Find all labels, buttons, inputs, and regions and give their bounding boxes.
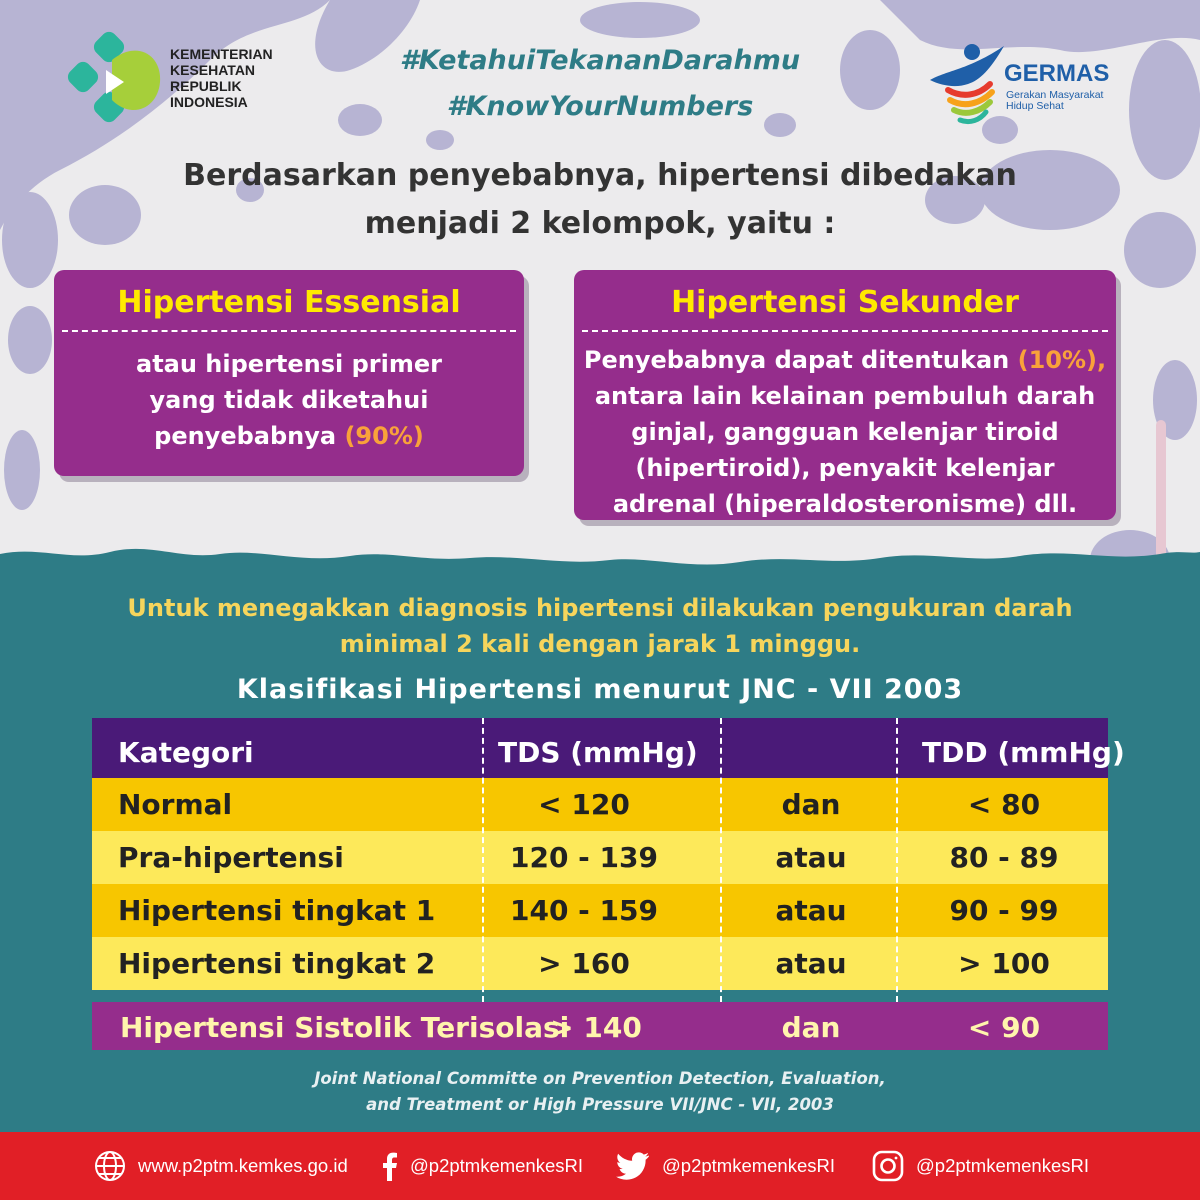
kemenkes-line-2: KESEHATAN xyxy=(170,62,256,78)
table-row xyxy=(92,1002,1108,1050)
cell-tdd: < 90 xyxy=(967,1011,1041,1044)
percentage-highlight: (10%), xyxy=(1017,346,1107,374)
cell-kategori: Hipertensi Sistolik Terisolasi xyxy=(120,1011,570,1044)
card-title: Hipertensi Essensial xyxy=(117,285,461,320)
table-row xyxy=(92,778,1108,831)
cell-kategori: Pra-hipertensi xyxy=(118,841,344,874)
footer-website-link[interactable] xyxy=(94,1132,348,1200)
cell-connector: dan xyxy=(781,1011,841,1044)
cell-kategori: Normal xyxy=(118,788,233,821)
cell-tds: 140 - 159 xyxy=(509,894,658,927)
classification-table xyxy=(92,718,1125,1050)
card-hipertensi-sekunder xyxy=(574,270,1116,520)
cell-tds: 120 - 139 xyxy=(509,841,658,874)
diagnosis-line-1: Untuk menegakkan diagnosis hipertensi dilakukan pengukuran darah xyxy=(127,594,1073,622)
kemenkes-line-1: KEMENTERIAN xyxy=(170,46,273,62)
kemenkes-line-4: INDONESIA xyxy=(170,94,248,110)
intro-line-1: Berdasarkan penyebabnya, hipertensi dibedakan xyxy=(183,158,1017,193)
instagram-icon xyxy=(872,1150,904,1182)
germas-name: GERMAS xyxy=(1004,60,1110,87)
column-divider xyxy=(720,718,722,1002)
card-body-line xyxy=(574,342,1116,378)
percentage-highlight: (90%) xyxy=(344,422,424,450)
column-divider xyxy=(896,718,898,1002)
facebook-handle: @p2ptmkemenkesRI xyxy=(410,1155,584,1176)
germas-subtitle xyxy=(1006,90,1103,112)
kemenkes-emblem-icon xyxy=(66,30,166,130)
intro-text xyxy=(150,152,1050,248)
globe-icon xyxy=(94,1150,126,1182)
cell-tdd: > 100 xyxy=(958,947,1050,980)
cell-tds: > 140 xyxy=(550,1011,642,1044)
card-body-line: ginjal, gangguan kelenjar tiroid xyxy=(631,418,1059,446)
card-body-line: antara lain kelainan pembuluh darah xyxy=(594,382,1096,410)
card-body-text: penyebabnya xyxy=(154,422,337,450)
header-tds: TDS (mmHg) xyxy=(498,736,698,769)
card-body-text: Penyebabnya dapat ditentukan xyxy=(583,346,1010,374)
table-header-row xyxy=(92,718,1125,778)
hashtag-ketahui: #KetahuiTekananDarahmu xyxy=(399,45,801,76)
cell-connector: atau xyxy=(775,841,847,874)
cell-tdd: 80 - 89 xyxy=(949,841,1059,874)
table-row xyxy=(92,937,1108,990)
card-title: Hipertensi Sekunder xyxy=(671,285,1019,320)
source-line-2: and Treatment or High Pressure VII/JNC - VII, 2003 xyxy=(366,1095,834,1114)
hashtag-knowyournumbers: #KnowYourNumbers xyxy=(446,91,754,122)
card-body xyxy=(54,332,524,454)
website-text: www.p2ptm.kemkes.go.id xyxy=(138,1155,348,1176)
cell-kategori: Hipertensi tingkat 1 xyxy=(118,894,436,927)
card-hipertensi-essensial xyxy=(54,270,524,476)
cell-connector: atau xyxy=(775,947,847,980)
cell-connector: dan xyxy=(781,788,841,821)
germas-sub-line-2: Hidup Sehat xyxy=(1006,100,1064,112)
germas-sub-line-1: Gerakan Masyarakat xyxy=(1006,89,1104,101)
card-body-line: yang tidak diketahui xyxy=(149,386,429,414)
diagnosis-note xyxy=(100,590,1100,662)
hashtags xyxy=(300,38,900,130)
column-divider xyxy=(482,718,484,1002)
table-row xyxy=(92,884,1108,937)
footer-twitter-link[interactable] xyxy=(616,1132,835,1200)
twitter-bird-icon xyxy=(616,1152,650,1180)
footer-instagram-link[interactable] xyxy=(872,1132,1089,1200)
kemenkes-logo xyxy=(66,30,296,130)
card-body-line: (hipertiroid), penyakit kelenjar xyxy=(635,454,1055,482)
card-body-line xyxy=(54,418,524,454)
facebook-icon xyxy=(380,1151,398,1181)
cell-tdd: 90 - 99 xyxy=(949,894,1059,927)
source-citation xyxy=(200,1066,1000,1118)
kemenkes-line-3: REPUBLIK xyxy=(170,78,242,94)
card-body-line: adrenal (hiperaldosteronisme) dll. xyxy=(612,490,1078,518)
twitter-handle: @p2ptmkemenkesRI xyxy=(662,1155,836,1176)
intro-line-2: menjadi 2 kelompok, yaitu : xyxy=(364,206,836,241)
header-tdd: TDD (mmHg) xyxy=(922,736,1125,769)
cell-kategori: Hipertensi tingkat 2 xyxy=(118,947,436,980)
card-body xyxy=(574,332,1116,522)
cell-connector: atau xyxy=(775,894,847,927)
source-line-1: Joint National Committe on Prevention Detection, Evaluation, xyxy=(314,1069,886,1088)
cell-tdd: < 80 xyxy=(967,788,1041,821)
cell-tds: < 120 xyxy=(538,788,630,821)
header-connector xyxy=(722,718,900,778)
card-body-line: atau hipertensi primer xyxy=(136,350,442,378)
cell-tds: > 160 xyxy=(538,947,630,980)
germas-logo xyxy=(928,40,1138,130)
instagram-handle: @p2ptmkemenkesRI xyxy=(916,1155,1090,1176)
diagnosis-line-2: minimal 2 kali dengan jarak 1 minggu. xyxy=(339,630,861,658)
header-kategori: Kategori xyxy=(118,736,254,769)
table-row xyxy=(92,831,1108,884)
table-title: Klasifikasi Hipertensi menurut JNC - VII 2003 xyxy=(236,674,964,705)
kemenkes-wordmark xyxy=(170,46,273,110)
germas-figure-icon xyxy=(928,40,1008,126)
footer-facebook-link[interactable] xyxy=(380,1132,583,1200)
footer-bar xyxy=(0,1132,1200,1200)
